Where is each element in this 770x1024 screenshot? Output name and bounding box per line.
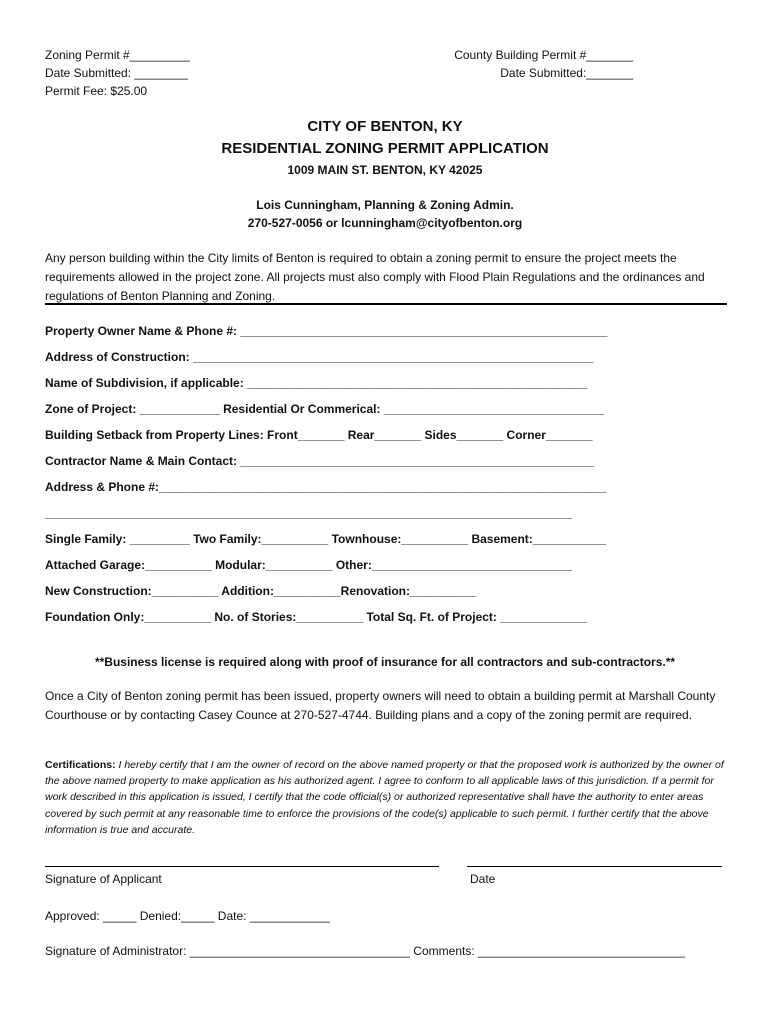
- setback-field[interactable]: Building Setback from Property Lines: Front_______ Rear_______ Sides_______ Corner_______: [45, 428, 593, 442]
- building-permit-note: Once a City of Benton zoning permit has been issued, property owners will need to obtain a building permit at Marshall County Courthouse or by contacting Casey Counce at 270-527-4744. Building plans and a copy of the zoning permit are required.: [45, 689, 716, 722]
- administrator-signature-fields[interactable]: Signature of Administrator: _________________________________ Comments: _______________________________: [45, 944, 685, 958]
- zone-field[interactable]: Zone of Project: ____________ Residential Or Commerical: _________________________________: [45, 402, 605, 416]
- applicant-signature-line[interactable]: [45, 866, 439, 867]
- business-license-note: **Business license is required along with proof of insurance for all contractors and sub-contractors.**: [94, 655, 676, 669]
- permit-fee: Permit Fee: $25.00: [45, 84, 148, 98]
- date-label: Date: [470, 872, 496, 886]
- date-submitted-right: Date Submitted:_______: [500, 66, 633, 80]
- form-title: RESIDENTIAL ZONING PERMIT APPLICATION: [221, 140, 549, 157]
- subdivision-field[interactable]: Name of Subdivision, if applicable: ___________________________________________________: [45, 376, 588, 390]
- garage-modular-other-fields[interactable]: Attached Garage:__________ Modular:__________ Other:______________________________: [45, 558, 573, 572]
- construction-type-fields[interactable]: New Construction:__________ Addition:__________Renovation:__________: [45, 584, 477, 598]
- date-submitted-left: Date Submitted: ________: [45, 66, 188, 80]
- foundation-stories-sqft-fields[interactable]: Foundation Only:__________ No. of Stories:__________ Total Sq. Ft. of Project: _____________: [45, 610, 587, 624]
- construction-address-field[interactable]: Address of Construction: ____________________________________________________________: [45, 350, 594, 364]
- city-title: CITY OF BENTON, KY: [307, 118, 463, 135]
- office-address: 1009 MAIN ST. BENTON, KY 42025: [287, 163, 483, 177]
- approval-fields[interactable]: Approved: _____ Denied:_____ Date: ____________: [45, 909, 330, 923]
- certification-text: I hereby certify that I am the owner of record on the above named property or that the proposed work is authorized by the owner of the above named property to make application as his authorized agent. I agree to conform to all applicable laws of this jurisdiction. If a permit for work described in this application is issued, I certify that the code official(s) or authorized representative shall have the authority to enter areas covered by such permit at any reasonable time to enforce the provisions of the code(s) applicable to such permit. I further certify that the above information is true and accurate.: [45, 759, 724, 836]
- zoning-permit-number: Zoning Permit #_________: [45, 48, 190, 62]
- contractor-field[interactable]: Contractor Name & Main Contact: _____________________________________________________: [45, 454, 595, 468]
- certification-paragraph: [45, 757, 727, 838]
- intro-paragraph: Any person building within the City limits of Benton is required to obtain a zoning permit to ensure the project meets the requirements allowed in the project zone. All projects must also comply with Flood Plain Regulations and the ordinances and regulations of Benton Planning and Zoning.: [45, 251, 705, 303]
- address-phone-field[interactable]: Address & Phone #:___________________________________________________________________: [45, 480, 607, 494]
- extra-line-field[interactable]: _______________________________________________________________________________: [45, 506, 573, 520]
- contact-name: Lois Cunningham, Planning & Zoning Admin.: [256, 198, 514, 212]
- applicant-signature-label: Signature of Applicant: [45, 872, 162, 886]
- section-divider: [45, 303, 727, 305]
- county-building-permit-number: County Building Permit #_______: [454, 48, 633, 62]
- dwelling-type-fields[interactable]: Single Family: _________ Two Family:__________ Townhouse:__________ Basement:___________: [45, 532, 607, 546]
- contact-info: 270-527-0056 or lcunningham@cityofbenton.org: [247, 216, 523, 230]
- date-signature-line[interactable]: [467, 866, 722, 867]
- property-owner-field[interactable]: Property Owner Name & Phone #: _______________________________________________________: [45, 324, 608, 338]
- certification-label: Certifications:: [45, 759, 116, 771]
